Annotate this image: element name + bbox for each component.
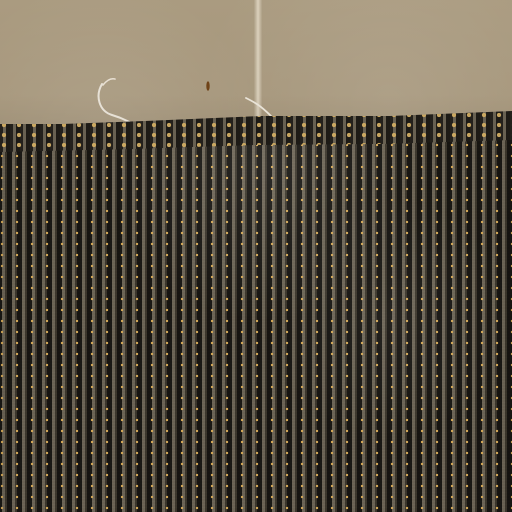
- loose-thread-right: [244, 94, 274, 118]
- loose-thread-left: [95, 78, 135, 126]
- floor-speck: [205, 80, 211, 92]
